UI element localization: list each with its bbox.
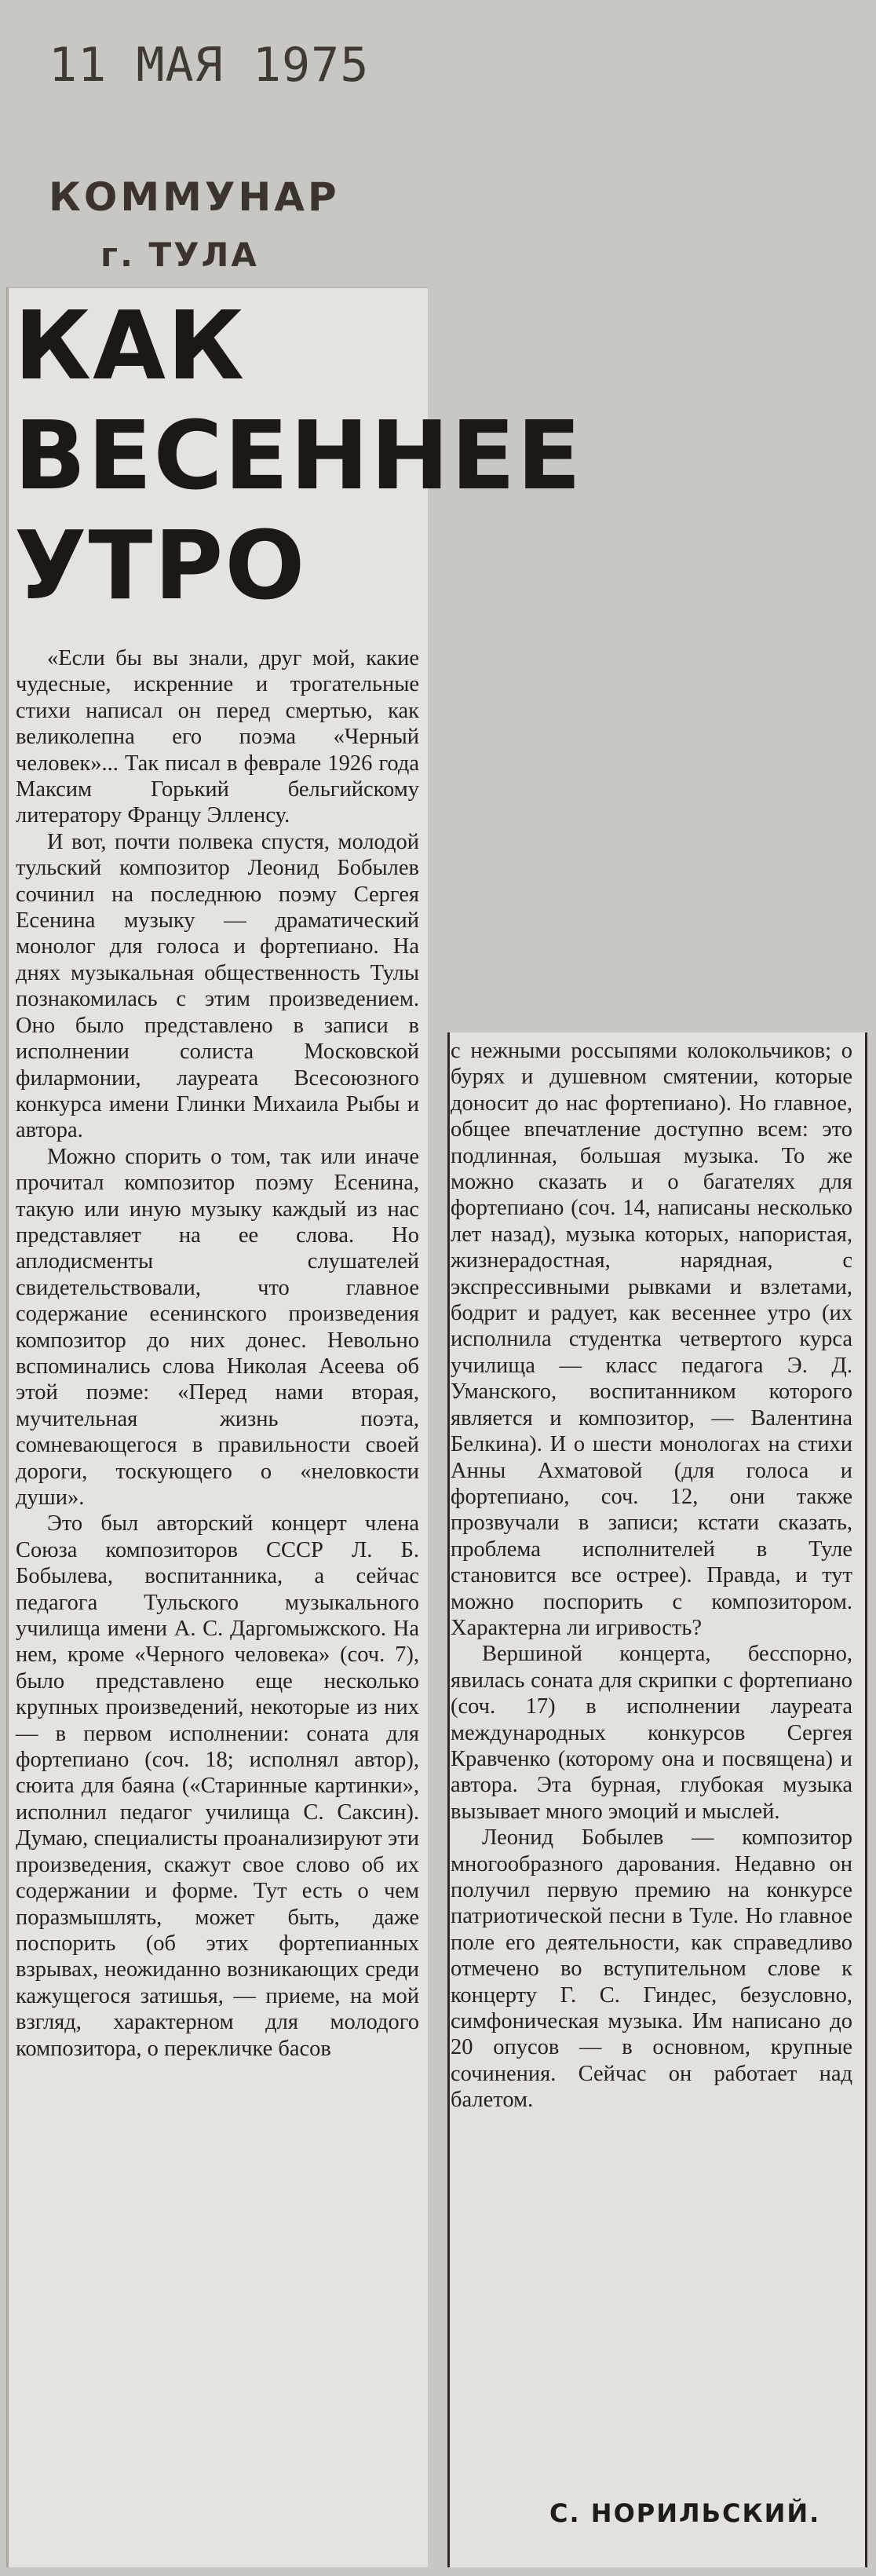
article-paragraph: Вершиной концерта, бесспорно, явилась соната для скрипки с фортепиано (соч. 17) в исполнении лауреата международных конкурсов Сергея Кравченко (которому она и посвящена) и автора. Эта бурная, глубокая музыка вызывает много эмоций и мыслей. [451,1642,852,1824]
article-paragraph: «Если бы вы знали, друг мой, какие чудесные, искренние и трогательные стихи написал он перед смертью, как великолепна его поэма «Черный человек»... Так писал в феврале 1926 года Максим Горький бельгийскому литератору Францу Элленсу. [16,646,419,828]
article-column-right [451,1038,852,2114]
article-paragraph: с нежными россыпями колокольчиков; о бурях и душевном смятении, которые доносит до нас фортепиано). Но главное, общее впечатление доступно всем: это подлинная, большая музыка. То же можно сказать и о багателях для фортепиано (соч. 14, написаны несколько лет назад), музыка которых, напористая, жизнерадостная, нарядная, с экспрессивными рывками и взлетами, бодрит и радует, как весеннее утро (их исполнила студентка четвертого курса училища — класс педагога Э. Д. Уманского, воспитанником которого является и композитор, — Валентина Белкина). И о шести монологах на стихи Анны Ахматовой (для голоса и фортепиано, соч. 12, они также прозвучали в записи; кстати сказать, проблема исполнителей в Туле становится все острее). Правда, и тут можно поспорить с композитором. Характерна ли игривость? [451,1039,852,1640]
author-signature: С. НОРИЛЬСКИЙ. [549,2498,821,2528]
article-paragraph: Это был авторский концерт члена Союза композиторов СССР Л. Б. Бобылева, воспитанника, а сейчас педагога Тульского музыкального училища имени А. С. Даргомыжского. На нем, кроме «Черного человека» (соч. 7), было представлено еще несколько крупных произведений, некоторые из них — в первом исполнении: соната для фортепиано (соч. 18; исполнял автор), сюита для баяна («Старинные картинки», исполнил педагог училища С. Саксин). Думаю, специалисты проанализируют эти произведения, скажут свое слово об их содержании и форме. Тут есть о чем поразмышлять, может быть, даже поспорить (об этих фортепианных взрывах, неожиданно возникающих среди кажущегося затишья, — приеме, на мой взгляд, характерном для молодого композитора, о перекличке басов [16,1511,419,2061]
article-paragraph: Леонид Бобылев — композитор многообразного дарования. Недавно он получил первую премию на конкурсе патриотической песни в Туле. Но главное поле его деятельности, как справедливо отмечено во вступительном слове к концерту Г. С. Гиндес, безусловно, симфоническая музыка. Им написано до 20 опусов — в основном, крупные сочинения. Сейчас он работает над балетом. [451,1825,852,2113]
newspaper-name: КОММУНАР [49,174,340,220]
headline-line: ВЕСЕННЕЕ [14,402,583,511]
newspaper-city: г. ТУЛА [100,236,259,274]
headline-line: УТРО [14,512,307,621]
date-stamp: 11 МАЯ 1975 [49,38,370,93]
article-paragraph: И вот, почти полвека спустя, молодой тульский композитор Леонид Бобылев сочинил на последнюю поэму Сергея Есенина музыку — драматический монолог для голоса и фортепиано. На днях музыкальная общественность Тулы познакомилась с этим произведением. Оно было представлено в записи в исполнении солиста Московской филармонии, лауреата Всесоюзного конкурса имени Глинки Михаила Рыбы и автора. [16,829,419,1143]
headline-line: КАК [14,292,246,401]
article-headline [14,292,583,622]
article-paragraph: Можно спорить о том, так или иначе прочитал композитор поэму Есенина, такую или иную музыку каждый из нас представляет на ее слова. Но аплодисменты слушателей свидетельствовали, что главное содержание есенинского произведения композитор до них донес. Невольно вспоминались слова Николая Асеева об этой поэме: «Перед нами вторая, мучительная жизнь поэта, сомневающегося в правильности своей дороги, тоскующего о «неловкости души». [16,1144,419,1510]
article-column-left [16,645,419,2062]
